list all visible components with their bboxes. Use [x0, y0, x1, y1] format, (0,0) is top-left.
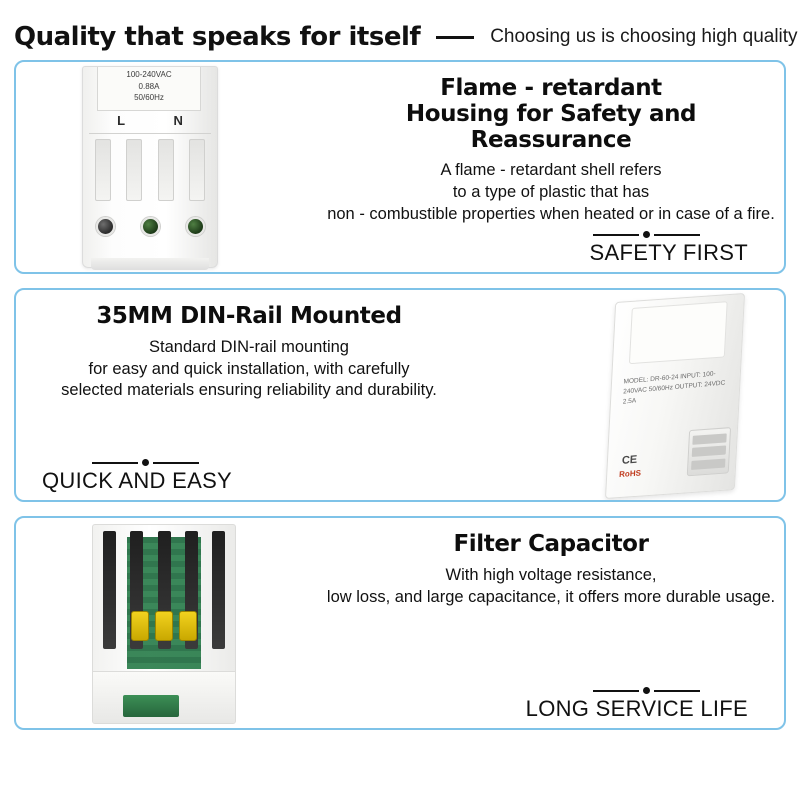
- separator-bar: [92, 462, 138, 464]
- terminal-slot: [691, 459, 725, 470]
- vent-slot: [126, 139, 142, 201]
- card-tag: SAFETY FIRST: [589, 240, 748, 265]
- card-body-line: for easy and quick installation, with carefully: [88, 359, 410, 378]
- filter-capacitor: [179, 611, 197, 641]
- filter-capacitor: [155, 611, 173, 641]
- terminal-screw: [96, 217, 115, 236]
- vent-slot: [103, 531, 116, 649]
- card-title: [96, 304, 401, 330]
- separator-bar: [593, 234, 639, 236]
- rating-current: 0.88A: [138, 81, 160, 91]
- housing-base: [91, 258, 209, 270]
- vent-slot: [189, 139, 205, 201]
- card-body: [327, 160, 775, 225]
- page-subtitle: Choosing us is choosing high quality: [490, 26, 798, 47]
- page-header: [0, 0, 800, 60]
- terminal-slot: [692, 433, 726, 444]
- feature-card-flame-retardant: [14, 60, 786, 274]
- card-body-line: non - combustible properties when heated or in case of a fire.: [327, 204, 775, 223]
- header-divider: [436, 36, 474, 39]
- card-tag: LONG SERVICE LIFE: [525, 696, 748, 721]
- card-body-line: A flame - retardant shell refers: [440, 161, 662, 180]
- card-title-line1: Filter Capacitor: [453, 531, 649, 557]
- separator-dot: [643, 687, 650, 694]
- separator-bar: [593, 690, 639, 692]
- card-tag: QUICK AND EASY: [42, 468, 233, 493]
- housing-seam: [89, 133, 211, 134]
- terminal-screw: [186, 217, 205, 236]
- rating-input-voltage: 100-240VAC: [126, 70, 172, 79]
- decorative-separator: [34, 459, 464, 466]
- card-body-line: to a type of plastic that has: [452, 183, 650, 202]
- product-rating-label: [97, 67, 201, 111]
- card-title-line1: 35MM DIN-Rail Mounted: [96, 303, 402, 329]
- card-title: [336, 76, 766, 153]
- feature-card-filter-capacitor: [14, 516, 786, 730]
- separator-dot: [643, 231, 650, 238]
- terminal-screws: [83, 217, 217, 236]
- card-body-line: low loss, and large capacitance, it offers more durable usage.: [326, 587, 776, 606]
- separator-bar: [654, 690, 700, 692]
- card-title-line1: Flame - retardant: [440, 75, 662, 101]
- terminal-markings: [93, 113, 207, 128]
- card-title: [453, 532, 648, 558]
- terminal-n-label: N: [173, 113, 183, 128]
- filter-capacitor: [131, 611, 149, 641]
- card-body-line: Standard DIN-rail mounting: [149, 337, 349, 356]
- separator-bar: [654, 234, 700, 236]
- separator-bar: [153, 462, 199, 464]
- power-supply-internal-body: [92, 524, 236, 724]
- decorative-separator: [336, 687, 766, 694]
- product-image-angled-view: [474, 290, 774, 500]
- ventilation-slots: [95, 139, 205, 201]
- card-text-block: [326, 518, 776, 728]
- power-supply-angled-body: [605, 293, 745, 499]
- card-title-line2: Housing for Safety and Reassurance: [405, 100, 697, 153]
- separator-dot: [142, 459, 149, 466]
- vent-slot: [95, 139, 111, 201]
- housing-base: [93, 671, 235, 723]
- card-body-line: selected materials ensuring reliability and durability.: [61, 381, 437, 400]
- housing-top-panel: [629, 301, 728, 364]
- card-body: [327, 565, 775, 609]
- ce-mark-icon: CE: [621, 453, 638, 467]
- card-body: [61, 337, 437, 402]
- feature-card-list: [0, 60, 800, 730]
- vent-slot: [212, 531, 225, 649]
- power-supply-front-body: [82, 66, 218, 268]
- card-tag-row: [34, 468, 464, 494]
- rating-frequency: 50/60Hz: [134, 93, 164, 103]
- output-terminal-block: [687, 427, 731, 476]
- decorative-separator: [336, 231, 766, 238]
- terminal-screw: [141, 217, 160, 236]
- feature-card-din-rail: [14, 288, 786, 502]
- card-body-line: With high voltage resistance,: [445, 565, 657, 584]
- vent-slot: [158, 139, 174, 201]
- card-text-block: [24, 290, 474, 500]
- card-tag-row: [336, 240, 766, 266]
- rohs-mark-icon: RoHS: [618, 468, 642, 480]
- card-tag-row: [336, 696, 766, 722]
- product-spec-text: MODEL: DR-60-24 INPUT: 100-240VAC 50/60Hz OUTPUT: 24VDC 2.5A: [622, 370, 726, 406]
- terminal-connector: [123, 695, 179, 717]
- page-title: Quality that speaks for itself: [14, 22, 421, 52]
- card-text-block: [326, 62, 776, 272]
- product-image-internal-view: [66, 518, 366, 728]
- terminal-l-label: L: [117, 113, 126, 128]
- terminal-slot: [692, 446, 726, 457]
